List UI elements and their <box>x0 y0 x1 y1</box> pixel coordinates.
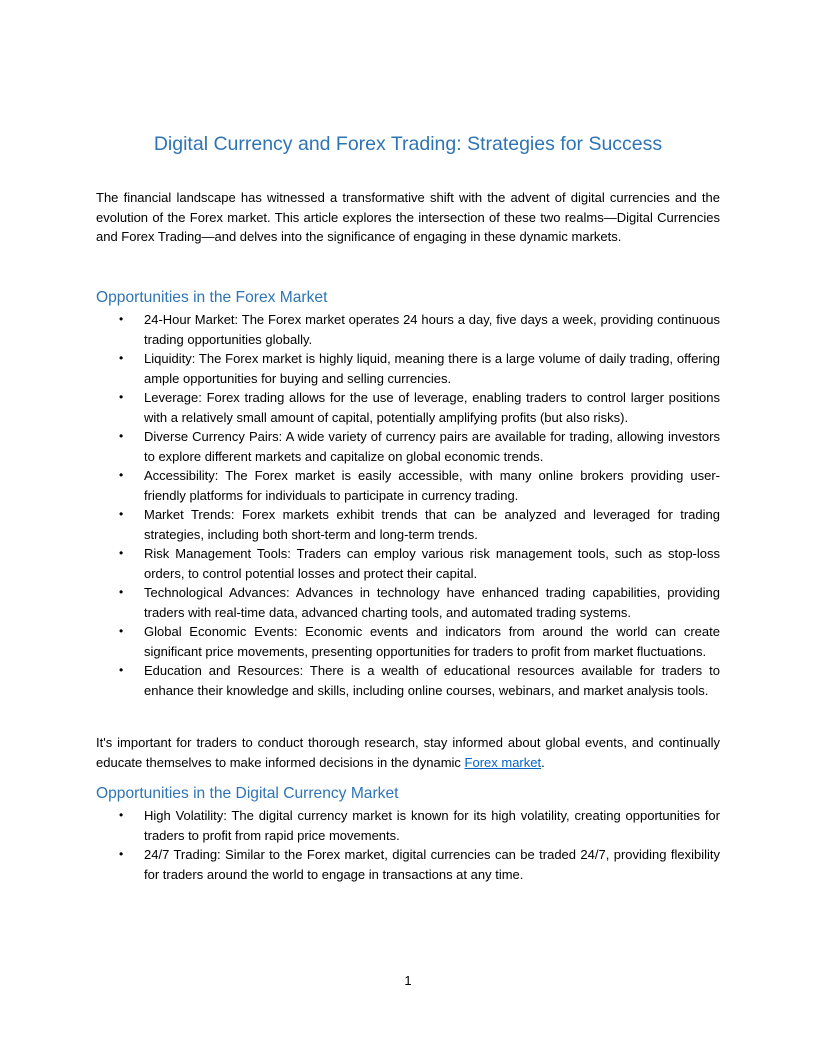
list-item-text: Education and Resources: There is a wealth of educational resources available for traders to enhance their knowledge and skills, including online courses, webinars, and market analysis tools. <box>144 663 720 698</box>
list-item <box>96 427 720 466</box>
list-item-text: Market Trends: Forex markets exhibit trends that can be analyzed and leveraged for trading strategies, including both short-term and long-term trends. <box>144 507 720 542</box>
closing-paragraph <box>96 733 720 772</box>
list-item <box>96 622 720 661</box>
bullet-icon: • <box>119 351 124 365</box>
list-item-text: Risk Management Tools: Traders can employ various risk management tools, such as stop-loss orders, to control potential losses and protect their capital. <box>144 546 720 581</box>
page-number: 1 <box>404 973 412 988</box>
list-item <box>96 583 720 622</box>
document-title: Digital Currency and Forex Trading: Strategies for Success <box>153 133 663 155</box>
bullet-icon: • <box>119 507 124 521</box>
bullet-icon: • <box>119 468 124 482</box>
bullet-icon: • <box>119 624 124 638</box>
document-page <box>96 0 720 1056</box>
bullet-icon: • <box>119 808 124 822</box>
bullet-icon: • <box>119 663 124 677</box>
digital-opportunities-list <box>96 806 720 884</box>
list-item-text: Leverage: Forex trading allows for the use of leverage, enabling traders to control larger positions with a relatively small amount of capital, potentially amplifying profits (but also risks). <box>144 390 720 425</box>
bullet-icon: • <box>119 585 124 599</box>
intro-paragraph: The financial landscape has witnessed a transformative shift with the advent of digital currencies and the evolution of the Forex market. This article explores the intersection of these two realms—Digital Currencies and Forex Trading—and delves into the significance of engaging in these dynamic markets. <box>96 190 720 244</box>
list-item-text: Liquidity: The Forex market is highly liquid, meaning there is a large volume of daily trading, offering ample opportunities for buying and selling currencies. <box>144 351 720 386</box>
bullet-icon: • <box>119 847 124 861</box>
list-item <box>96 505 720 544</box>
bullet-icon: • <box>119 312 124 326</box>
bullet-icon: • <box>119 429 124 443</box>
bullet-icon: • <box>119 390 124 404</box>
digital-section-heading: Opportunities in the Digital Currency Market <box>96 785 399 802</box>
list-item <box>96 349 720 388</box>
list-item-text: Technological Advances: Advances in technology have enhanced trading capabilities, providing traders with real-time data, advanced charting tools, and automated trading systems. <box>144 585 720 620</box>
list-item-text: Global Economic Events: Economic events and indicators from around the world can create significant price movements, presenting opportunities for traders to profit from market fluctuations. <box>144 624 720 659</box>
closing-period: . <box>541 754 545 770</box>
forex-market-link[interactable]: Forex market <box>464 754 542 770</box>
list-item-text: 24-Hour Market: The Forex market operates 24 hours a day, five days a week, providing continuous trading opportunities globally. <box>144 312 720 347</box>
list-item-text: Accessibility: The Forex market is easily accessible, with many online brokers providing user-friendly platforms for individuals to participate in currency trading. <box>144 468 720 503</box>
list-item <box>96 806 720 845</box>
list-item <box>96 466 720 505</box>
list-item-text: 24/7 Trading: Similar to the Forex market, digital currencies can be traded 24/7, providing flexibility for traders around the world to engage in transactions at any time. <box>144 847 720 882</box>
closing-text: It's important for traders to conduct thorough research, stay informed about global events, and continually educate themselves to make informed decisions in the dynamic <box>96 735 720 770</box>
list-item <box>96 544 720 583</box>
list-item <box>96 845 720 884</box>
list-item <box>96 661 720 700</box>
list-item <box>96 310 720 349</box>
forex-section-heading: Opportunities in the Forex Market <box>96 289 328 306</box>
bullet-icon: • <box>119 546 124 560</box>
forex-opportunities-list <box>96 310 720 700</box>
list-item-text: High Volatility: The digital currency market is known for its high volatility, creating opportunities for traders to profit from rapid price movements. <box>144 808 720 843</box>
list-item <box>96 388 720 427</box>
list-item-text: Diverse Currency Pairs: A wide variety of currency pairs are available for trading, allowing investors to explore different markets and capitalize on global economic trends. <box>144 429 720 464</box>
